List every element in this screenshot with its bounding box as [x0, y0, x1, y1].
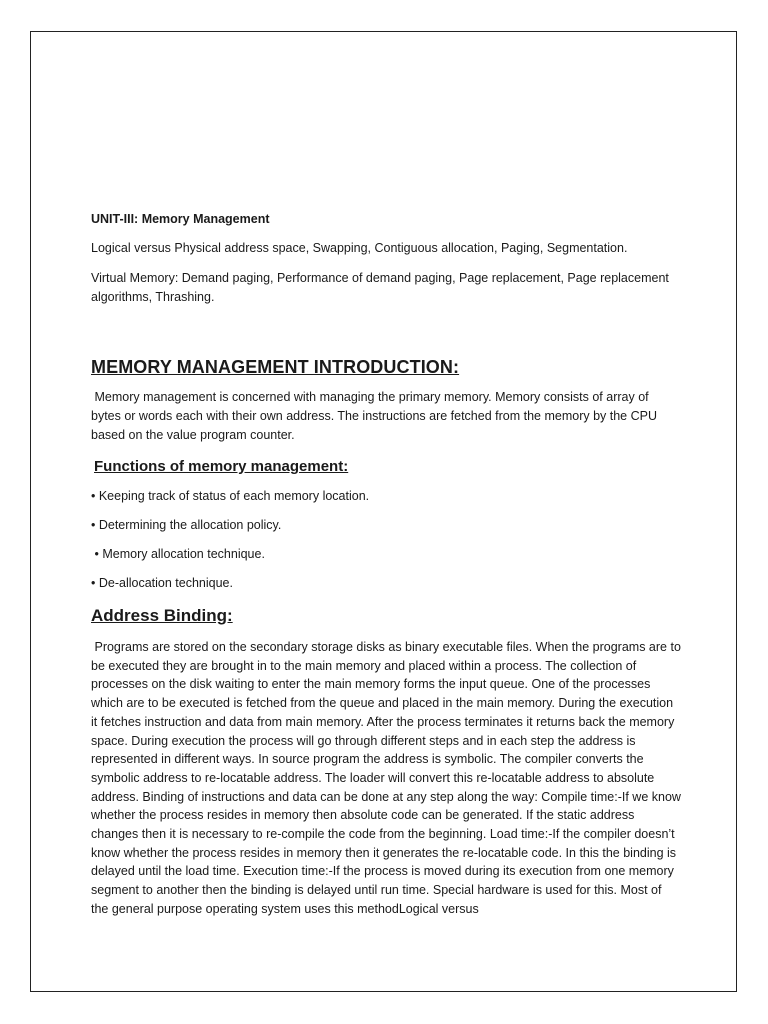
- bullet-item: • Keeping track of status of each memory location.: [91, 489, 370, 503]
- bullet-item: • Memory allocation technique.: [91, 547, 265, 561]
- bullet-item: • De-allocation technique.: [91, 576, 233, 590]
- topics-line-1: Logical versus Physical address space, Swapping, Contiguous allocation, Paging, Segmentation.: [91, 241, 628, 255]
- bullet-item: • Determining the allocation policy.: [91, 518, 282, 532]
- page-content: [91, 210, 685, 919]
- intro-paragraph: Memory management is concerned with managing the primary memory. Memory consists of array of bytes or words each with their own address. The instructions are fetched from the memory by the CPU based on the value program counter.: [91, 390, 661, 442]
- topics-line-2: Virtual Memory: Demand paging, Performance of demand paging, Page replacement, Page replacement algorithms, Thrashing.: [91, 271, 669, 304]
- address-binding-heading: Address Binding:: [91, 606, 233, 625]
- document-page: [30, 31, 737, 992]
- unit-title: UNIT-III: Memory Management: [91, 212, 270, 226]
- address-binding-paragraph: Programs are stored on the secondary storage disks as binary executable files. When the programs are to be executed they are brought in to the main memory and placed within a process. The collection of processes on the disk waiting to enter the main memory forms the input queue. One of the processes which are to be executed is fetched from the queue and placed in the main memory. During the execution it fetches instruction and data from main memory. After the process terminates it returns back the memory space. During execution the process will go through different steps and in each step the address is represented in different ways. In source program the address is symbolic. The compiler converts the symbolic address to re-locatable address. The loader will convert this re-locatable address to absolute address. Binding of instructions and data can be done at any step along the way: Compile time:-If we know whether the process resides in memory then absolute code can be generated. If the static address changes then it is necessary to re-compile the code from the beginning. Load time:-If the compiler doesn’t know whether the process resides in memory then it generates the re-locatable code. In this the binding is delayed until the load time. Execution time:-If the process is moved during its execution from one memory segment to another then the binding is delayed until run time. Special hardware is used for this. Most of the general purpose operating system uses this methodLogical versus: [91, 640, 685, 916]
- intro-heading: MEMORY MANAGEMENT INTRODUCTION:: [91, 357, 460, 377]
- functions-heading: Functions of memory management:: [94, 458, 349, 475]
